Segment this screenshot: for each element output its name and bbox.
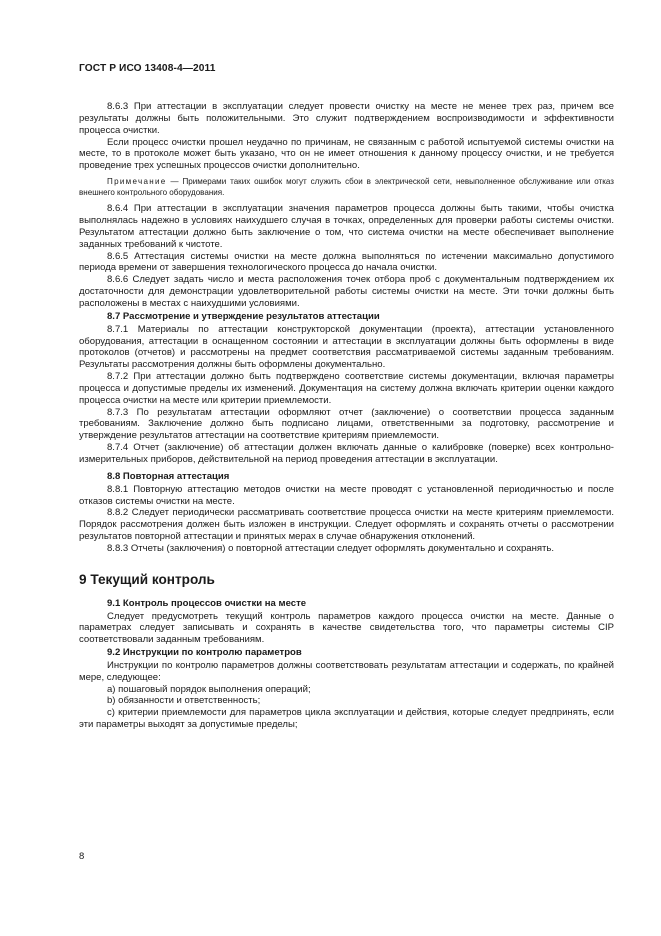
list-item-c: c) критерии приемлемости для параметров цикла эксплуатации и действия, которые следует предпринять, если эти параметры выходят за допустимые пределы;: [79, 707, 614, 731]
paragraph-8-6-3: 8.6.3 При аттестации в эксплуатации следует провести очистку на месте не менее трех раз, причем все результаты должны быть положительными. Это служит подтверждением воспроизводимости и эффективности процесса очистки.: [79, 101, 614, 136]
note-label: Примечание: [107, 177, 167, 187]
document-page: [79, 63, 614, 731]
note: [79, 177, 614, 198]
note-text: — Примерами таких ошибок могут служить сбои в электрической сети, невыполненное обслуживание или отказ внешнего контрольного оборудования.: [79, 177, 614, 197]
paragraph-8-6-5: 8.6.5 Аттестация системы очистки на месте должна выполняться по истечении максимально допустимого периода времени от завершения технологического процесса до начала очистки.: [79, 250, 614, 274]
section-9-2-heading: 9.2 Инструкции по контролю параметров: [107, 647, 302, 659]
paragraph-8-8-2: 8.8.2 Следует периодически рассматривать соответствие процесса очистки на месте критериям приемлемости. Порядок рассмотрения должен быть изложен в инструкции. Следует оформлять и сохранять отчеты о рассмотрении результатов повторной аттестации и принятых мерах в случае обнаружения отклонений.: [79, 507, 614, 543]
document-header: ГОСТ Р ИСО 13408-4—2011: [79, 63, 216, 74]
paragraph-8-6-3-continued: Если процесс очистки прошел неудачно по причинам, не связанным с работой испытуемой системы очистки на месте, то в протоколе может быть указано, что он не имеет отношения к данному процессу очистки, и не требуется проведение трех успешных процессов очистки дополнительно.: [79, 136, 614, 172]
paragraph-8-7-2: 8.7.2 При аттестации должно быть подтверждено соответствие системы документации, включая параметры процесса и допустимые пределы их изменений. Документация на систему должна включать критерии оценки каждого процесса очистки на месте или критерии приемлемости.: [79, 371, 614, 406]
list-item-a: a) пошаговый порядок выполнения операций;: [107, 683, 311, 695]
list-item-b: b) обязанности и ответственность;: [107, 695, 261, 707]
paragraph-8-6-4: 8.6.4 При аттестации в эксплуатации значения параметров процесса должны быть такими, чтобы очистка выполнялась надежно в условиях наихудшего случая в точках, определенных для проверки работы системы очистки. Результатом аттестации должно быть заключение о том, что система очистки на месте обеспечивает выполнение заданных требований к чистоте.: [79, 203, 614, 250]
paragraph-8-7-1: 8.7.1 Материалы по аттестации конструкторской документации (проекта), аттестации установленного оборудования, аттестации в оснащенном состоянии и аттестации в эксплуатации должны быть оформлены в виде протоколов (отчетов) и рассмотрены на предмет соответствия рассматриваемой системы заданным требованиям. Результаты рассмотрения должны быть оформлены документально.: [79, 323, 614, 371]
paragraph-9-1: Следует предусмотреть текущий контроль параметров каждого процесса очистки на месте. Данные о параметрах следует записывать и сохранять в качестве свидетельства того, что параметры системы CIP соответствовали заданным требованиям.: [79, 610, 614, 646]
section-8-8-heading: 8.8 Повторная аттестация: [107, 470, 230, 482]
section-8-7-heading: 8.7 Рассмотрение и утверждение результатов аттестации: [107, 310, 380, 322]
page-number: 8: [79, 851, 85, 862]
paragraph-8-8-1: 8.8.1 Повторную аттестацию методов очистки на месте проводят с установленной периодичностью и после отказов системы очистки на месте.: [79, 483, 614, 507]
paragraph-8-7-3: 8.7.3 По результатам аттестации оформляют отчет (заключение) о соответствии процесса заданным требованиям. Заключение должно быть подписано лицами, ответственными за подготовку, рассмотрение и утверждение результатов аттестации на соответствие критериям приемлемости.: [79, 406, 614, 442]
paragraph-8-7-4: 8.7.4 Отчет (заключение) об аттестации должен включать данные о калибровке (поверке) всех контрольно-измерительных приборов, действительной на период проведения аттестации в эксплуатации.: [79, 442, 614, 465]
paragraph-8-6-6: 8.6.6 Следует задать число и места расположения точек отбора проб с документальным подтверждением их достаточности для демонстрации удовлетворительной работы системы очистки на месте. Эти точки должны быть расположены в местах с наихудшими условиями.: [79, 274, 614, 309]
paragraph-9-2-intro: Инструкции по контролю параметров должны соответствовать результатам аттестации и содержать, по крайней мере, следующее:: [79, 659, 614, 683]
section-9-heading: 9 Текущий контроль: [79, 571, 215, 587]
section-9-1-heading: 9.1 Контроль процессов очистки на месте: [107, 597, 307, 609]
paragraph-8-8-3: 8.8.3 Отчеты (заключения) о повторной аттестации следует оформлять документально и сохранять.: [107, 542, 555, 554]
